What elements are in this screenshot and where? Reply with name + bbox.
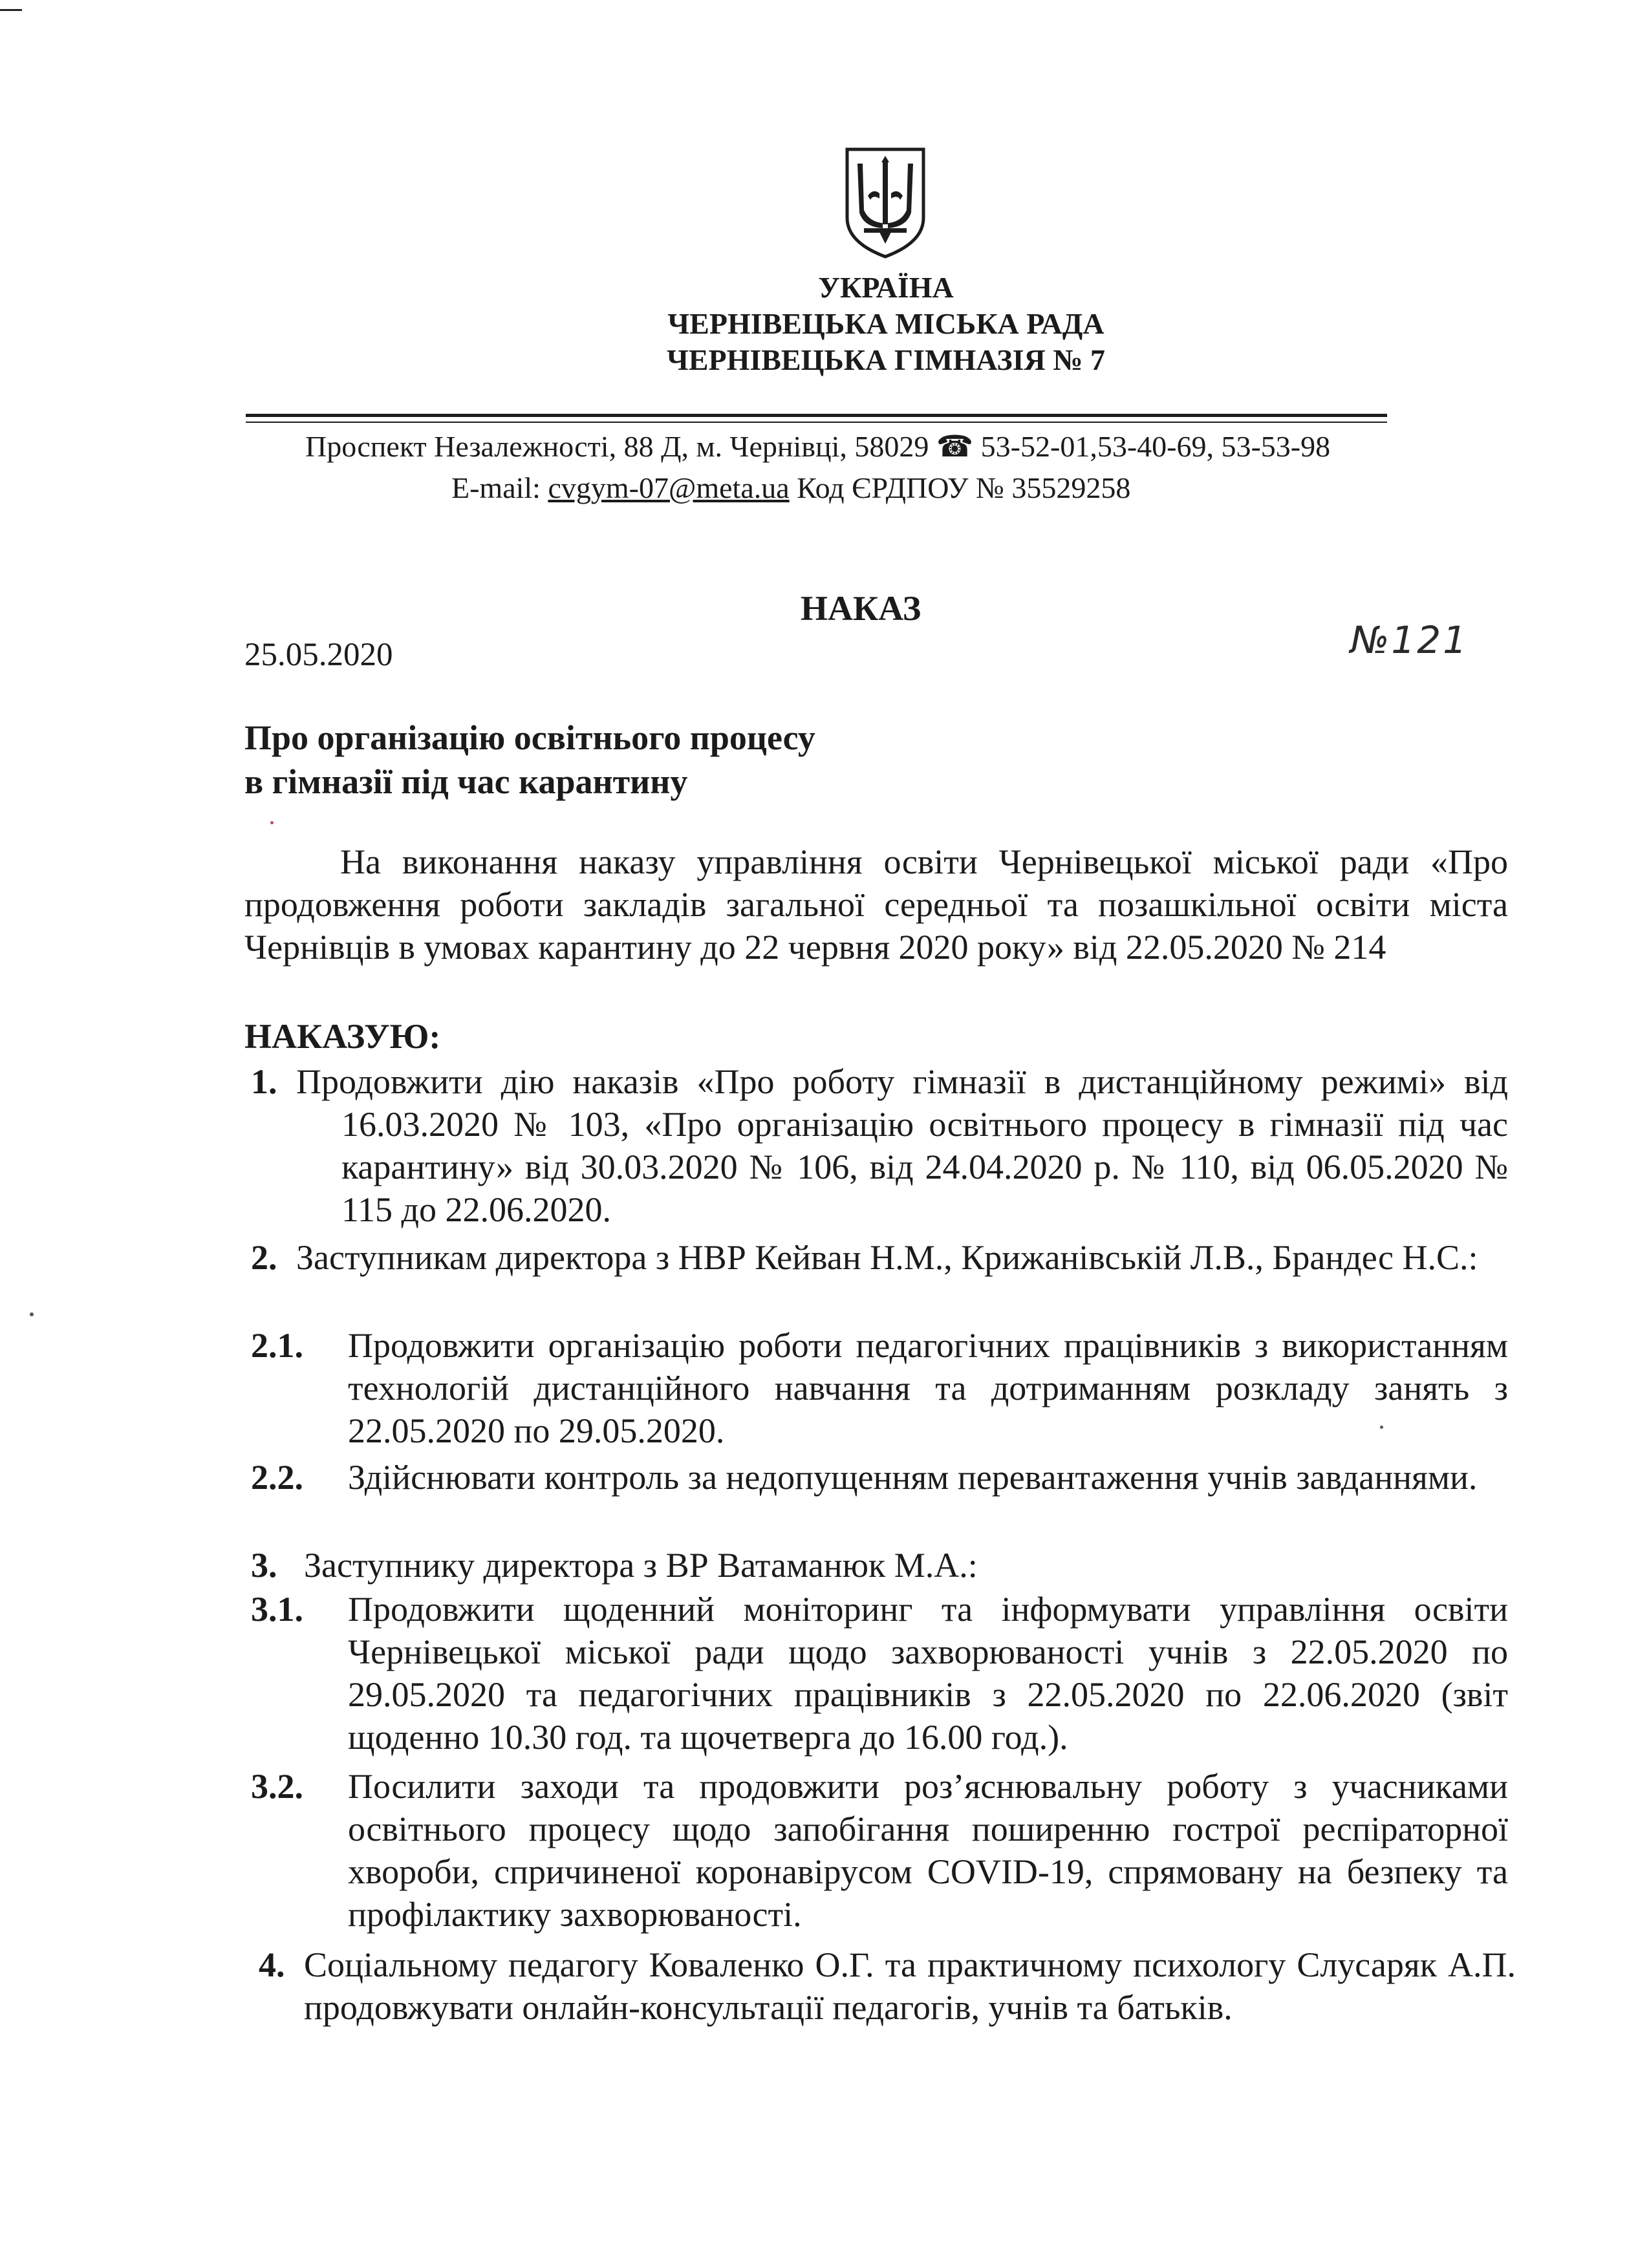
subject-line-2: в гімназії під час карантину bbox=[244, 762, 688, 801]
order-item-2-2 bbox=[251, 1456, 1508, 1544]
order-item-3-1 bbox=[251, 1588, 1508, 1764]
document-title: НАКАЗ bbox=[801, 589, 921, 628]
item-number: 2.1. bbox=[251, 1326, 303, 1365]
email-link[interactable]: cvgym-07@meta.ua bbox=[548, 471, 790, 504]
header-contacts bbox=[451, 467, 1130, 509]
order-item-3 bbox=[251, 1544, 1508, 1588]
item-number: 3. bbox=[251, 1546, 277, 1585]
item-number: 4. bbox=[259, 1945, 285, 1984]
preamble-paragraph: На виконання наказу управління освіти Чернівецької міської ради «Про продовження роботи закладів загальної середньої та позашкільної освіти міста Чернівців в умовах карантину до 22 червня 2020 року» від 22.05.2020 № 214 bbox=[244, 842, 1508, 967]
order-item-2-1 bbox=[251, 1324, 1508, 1456]
document-number: №121 bbox=[1350, 618, 1469, 662]
header-address: Проспект Незалежності, 88 Д, м. Чернівці, 58029 ☎ 53-52-01,53-40-69, 53-53-98 bbox=[305, 430, 1331, 463]
edrpou-code: Код ЄРДПОУ № 35529258 bbox=[797, 471, 1131, 504]
subject-line-1: Про організацію освітнього процесу bbox=[244, 718, 815, 757]
item-text: Посилити заходи та продовжити роз’яснювальну роботу з учасниками освітнього процесу щодо запобігання поширенню гострої респіраторної хвороби, спричиненої коронавірусом COVID-19, спрямовану на безпеку та профілактику захворюваності. bbox=[348, 1767, 1508, 1934]
order-word: НАКАЗУЮ: bbox=[244, 1017, 441, 1056]
scan-speck bbox=[30, 1312, 34, 1316]
scan-speck bbox=[270, 821, 274, 824]
header-school: ЧЕРНІВЕЦЬКА ГІМНАЗІЯ № 7 bbox=[667, 343, 1105, 376]
order-item-4 bbox=[259, 1943, 1516, 2075]
item-text: Продовжити щоденний моніторинг та інформувати управління освіти Чернівецької міської ради щодо захворюваності учнів з 22.05.2020 по 29.05.2020 та педагогічних працівників з 22.05.2020 по 22.06.2020 (звіт щоденно 10.30 год. та щочетверга до 16.00 год.). bbox=[348, 1590, 1508, 1757]
item-text: Заступникам директора з НВР Кейван Н.М., Крижанівській Л.В., Брандес Н.С.: bbox=[296, 1238, 1478, 1277]
item-text: Соціальному педагогу Коваленко О.Г. та практичному психологу Слусаряк А.П. продовжувати онлайн-консультації педагогів, учнів та батьків. bbox=[304, 1945, 1516, 2027]
header-rule-thick bbox=[246, 414, 1387, 417]
scan-speck bbox=[1380, 1426, 1383, 1429]
item-number: 1. bbox=[251, 1062, 277, 1101]
item-number: 3.2. bbox=[251, 1767, 303, 1806]
header-rule-thin bbox=[246, 422, 1387, 423]
item-text: Продовжити організацію роботи педагогічних працівників з використанням технологій дистанційного навчання та дотриманням розкладу занять з 22.05.2020 по 29.05.2020. bbox=[348, 1326, 1508, 1450]
scan-corner-mark bbox=[0, 9, 22, 11]
item-text: Заступнику директора з ВР Ватаманюк М.А.: bbox=[304, 1546, 978, 1585]
order-item-3-2 bbox=[251, 1765, 1508, 1941]
order-item-1 bbox=[251, 1060, 1508, 1236]
header-council: ЧЕРНІВЕЦЬКА МІСЬКА РАДА bbox=[667, 307, 1105, 340]
document-date: 25.05.2020 bbox=[244, 637, 393, 673]
item-text: Здійснювати контроль за недопущенням перевантаження учнів завданнями. bbox=[348, 1458, 1478, 1497]
order-item-2 bbox=[251, 1236, 1508, 1324]
item-text: Продовжити дію наказів «Про роботу гімназії в дистанційному режимі» від 16.03.2020 № 103, «Про організацію освітнього процесу в гімназії під час карантину» від 30.03.2020 № 106, від 24.04.2020 р. № 110, від 06.05.2020 № 115 до 22.06.2020. bbox=[296, 1062, 1508, 1229]
email-label: E-mail: bbox=[451, 471, 541, 504]
item-number: 2.2. bbox=[251, 1458, 303, 1497]
item-number: 2. bbox=[251, 1238, 277, 1277]
item-number: 3.1. bbox=[251, 1590, 303, 1629]
coat-of-arms-icon bbox=[842, 145, 929, 261]
header-country: УКРАЇНА bbox=[818, 271, 954, 304]
